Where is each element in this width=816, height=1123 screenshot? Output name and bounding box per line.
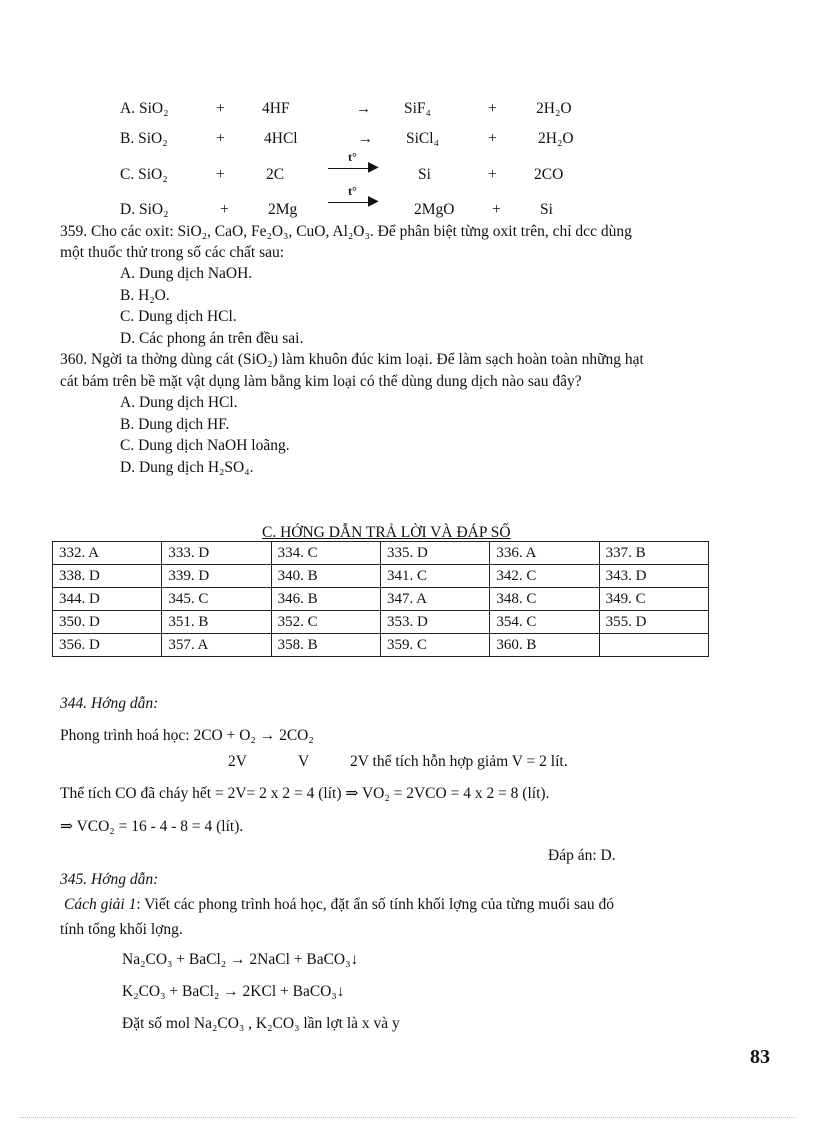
option-label: D. SiO₂ bbox=[120, 201, 169, 218]
reactant: 4HCl bbox=[264, 130, 298, 147]
table-cell: 343. D bbox=[599, 565, 708, 588]
product: 2MgO bbox=[414, 201, 455, 218]
volume-label: 2V bbox=[228, 753, 247, 770]
table-cell: 347. A bbox=[380, 588, 489, 611]
document-page: A. SiO₂ + 4HF → SiF₄ + 2H₂O B. SiO₂ + 4HCl → SiCl₄ + 2H₂O C. SiO₂ + 2C ▶ t° Si + 2CO D. SiO₂ + 2Mg ▶ t° 2MgO + Si 359. Cho các oxit: SiO₂, CaO, Fe₂O₃, CuO, Al₂O₃. Để phân biệt từng oxit trên, chỉ dcc dùng một thuốc thử trong số các chất sau: A. Dung dịch NaOH. B. H₂O. C. Dung dịch HCl. D. Các phong án trên đều sai. 360. Ngời ta thờng dùng cát (SiO₂) làm khuôn đúc kim loại. Để làm sạch hoàn toàn những hạt cát bám trên bề mặt vật dụng làm bằng kim loại có thể dùng dung dịch nào sau đây? A. Dung dịch HCl. B. Dung dịch HF. C. Dung dịch NaOH loãng. D. Dung dịch H₂SO₄. C. HỚNG DẪN TRẢ LỜI VÀ ĐÁP SỐ 332. A 333. D 334. C 335. D 336. A 337. B 338. D 339. D 340. B 341. C 342. C 343. D 344. D 345. C 346. B 347. A 348. C 349. C 350. D 351. B 352. C 353. D 354. C 355. D 356. D 357. A 358. B 359. C 360. B 344. Hớng dẫn: Phong trình hoá học: 2CO + O₂ → 2CO₂ 2V V 2V thể tích hỗn hợp giảm V = 2 lít. Thể tích CO đã cháy hết = 2V= 2 x 2 = 4 (lít) ⇒ VO₂ = 2VCO = 4 x 2 = 8 (lít). ⇒ VCO₂ = 16 - 4 - 8 = 4 (lít). Đáp án: D. 345. Hớng dẫn: Cách giải 1: Viết các phong trình hoá học, đặt ẩn số tính khối lợng của từng muối sau đó tính tổng khối lợng. Na₂CO₃ + BaCl₂ → 2NaCl + BaCO₃↓ K₂CO₃ + BaCl₂ → 2KCl + BaCO₃↓ Đặt số mol Na₂CO₃ , K₂CO₃ lần lợt là x và y 83 bbox=[0, 0, 816, 1123]
table-cell: 345. C bbox=[162, 588, 271, 611]
table-row bbox=[53, 588, 709, 611]
table-cell: 348. C bbox=[490, 588, 599, 611]
table-row bbox=[53, 634, 709, 657]
product: SiF₄ bbox=[404, 100, 431, 117]
answer-option: A. Dung dịch NaOH. bbox=[120, 265, 253, 282]
table-cell: 337. B bbox=[599, 542, 708, 565]
table-cell: 333. D bbox=[162, 542, 271, 565]
product: 2H₂O bbox=[536, 100, 572, 117]
table-cell: 353. D bbox=[380, 611, 489, 634]
solution-text: Đặt số mol Na₂CO₃ , K₂CO₃ lần lợt là x và y bbox=[122, 1015, 400, 1032]
option-label: B. SiO₂ bbox=[120, 130, 168, 147]
option-label: A. SiO₂ bbox=[120, 100, 169, 117]
table-cell: 350. D bbox=[53, 611, 162, 634]
reactant: 2C bbox=[266, 166, 285, 183]
table-cell: 356. D bbox=[53, 634, 162, 657]
answer-option: B. Dung dịch HF. bbox=[120, 416, 230, 433]
solution-text: ⇒ VCO₂ = 16 - 4 - 8 = 4 (lít). bbox=[60, 818, 244, 835]
plus-sign: + bbox=[488, 166, 497, 183]
table-cell: 349. C bbox=[599, 588, 708, 611]
table-cell: 357. A bbox=[162, 634, 271, 657]
solution-text: Phong trình hoá học: 2CO + O₂ → 2CO₂ bbox=[60, 727, 314, 744]
arrow-icon: → bbox=[358, 131, 373, 147]
answer-key-table bbox=[52, 541, 709, 657]
table-cell: 336. A bbox=[490, 542, 599, 565]
plus-sign: + bbox=[216, 100, 225, 117]
product: Si bbox=[418, 166, 431, 183]
product: 2CO bbox=[534, 166, 564, 183]
arrow-icon: → bbox=[356, 101, 371, 117]
solution-text: Cách giải 1: Viết các phong trình hoá học, đặt ẩn số tính khối lợng của từng muối sau đó bbox=[64, 896, 615, 913]
table-cell: 346. B bbox=[271, 588, 380, 611]
table-row bbox=[53, 565, 709, 588]
table-cell: 355. D bbox=[599, 611, 708, 634]
plus-sign: + bbox=[216, 166, 225, 183]
table-row bbox=[53, 542, 709, 565]
page-divider bbox=[20, 1117, 796, 1118]
question-text: cát bám trên bề mặt vật dụng làm bằng kim loại có thể dùng dung dịch nào sau đây? bbox=[60, 373, 582, 390]
solution-title: 344. Hớng dẫn: bbox=[60, 695, 159, 712]
solution-title: 345. Hớng dẫn: bbox=[60, 871, 159, 888]
chemical-equation: Na₂CO₃ + BaCl₂ → 2NaCl + BaCO₃↓ bbox=[122, 951, 359, 968]
table-cell: 352. C bbox=[271, 611, 380, 634]
solution-answer: Đáp án: D. bbox=[548, 847, 616, 864]
plus-sign: + bbox=[220, 201, 229, 218]
volume-label: V bbox=[298, 753, 310, 770]
reactant: 2Mg bbox=[268, 201, 298, 218]
table-cell: 360. B bbox=[490, 634, 599, 657]
answer-option: B. H₂O. bbox=[120, 287, 170, 304]
solution-text: Thể tích CO đã cháy hết = 2V= 2 x 2 = 4 (lít) ⇒ VO₂ = 2VCO = 4 x 2 = 8 (lít). bbox=[60, 785, 550, 802]
product: SiCl₄ bbox=[406, 130, 439, 147]
answer-option: C. Dung dịch NaOH loãng. bbox=[120, 437, 290, 454]
table-cell: 359. C bbox=[380, 634, 489, 657]
table-cell: 341. C bbox=[380, 565, 489, 588]
reactant: 4HF bbox=[262, 100, 290, 117]
solution-text: tính tổng khối lợng. bbox=[60, 921, 183, 938]
question-text: 360. Ngời ta thờng dùng cát (SiO₂) làm khuôn đúc kim loại. Để làm sạch hoàn toàn những hạt bbox=[60, 351, 644, 368]
plus-sign: + bbox=[488, 130, 497, 147]
table-cell: 335. D bbox=[380, 542, 489, 565]
solution-text: 2V thể tích hỗn hợp giảm V = 2 lít. bbox=[350, 753, 568, 770]
product: Si bbox=[540, 201, 553, 218]
method-label: Cách giải 1 bbox=[64, 896, 137, 913]
table-cell: 354. C bbox=[490, 611, 599, 634]
table-cell: 338. D bbox=[53, 565, 162, 588]
plus-sign: + bbox=[488, 100, 497, 117]
answer-option: C. Dung dịch HCl. bbox=[120, 308, 237, 325]
table-cell: 334. C bbox=[271, 542, 380, 565]
table-cell: 339. D bbox=[162, 565, 271, 588]
plus-sign: + bbox=[492, 201, 501, 218]
answer-option: A. Dung dịch HCl. bbox=[120, 394, 238, 411]
answer-key-heading: C. HỚNG DẪN TRẢ LỜI VÀ ĐÁP SỐ bbox=[262, 524, 511, 541]
table-cell: 351. B bbox=[162, 611, 271, 634]
answer-option: D. Dung dịch H₂SO₄. bbox=[120, 459, 254, 476]
product: 2H₂O bbox=[538, 130, 574, 147]
page-number: 83 bbox=[750, 1046, 770, 1068]
question-text: một thuốc thử trong số các chất sau: bbox=[60, 244, 285, 261]
question-text: 359. Cho các oxit: SiO₂, CaO, Fe₂O₃, CuO, Al₂O₃. Để phân biệt từng oxit trên, chỉ dcc dùng bbox=[60, 223, 632, 240]
table-row bbox=[53, 611, 709, 634]
table-cell: 332. A bbox=[53, 542, 162, 565]
table-cell: 344. D bbox=[53, 588, 162, 611]
answer-option: D. Các phong án trên đều sai. bbox=[120, 330, 304, 347]
option-label: C. SiO₂ bbox=[120, 166, 168, 183]
table-cell: 358. B bbox=[271, 634, 380, 657]
plus-sign: + bbox=[216, 130, 225, 147]
table-cell: 340. B bbox=[271, 565, 380, 588]
table-cell bbox=[599, 634, 708, 657]
table-cell: 342. C bbox=[490, 565, 599, 588]
chemical-equation: K₂CO₃ + BaCl₂ → 2KCl + BaCO₃↓ bbox=[122, 983, 345, 1000]
